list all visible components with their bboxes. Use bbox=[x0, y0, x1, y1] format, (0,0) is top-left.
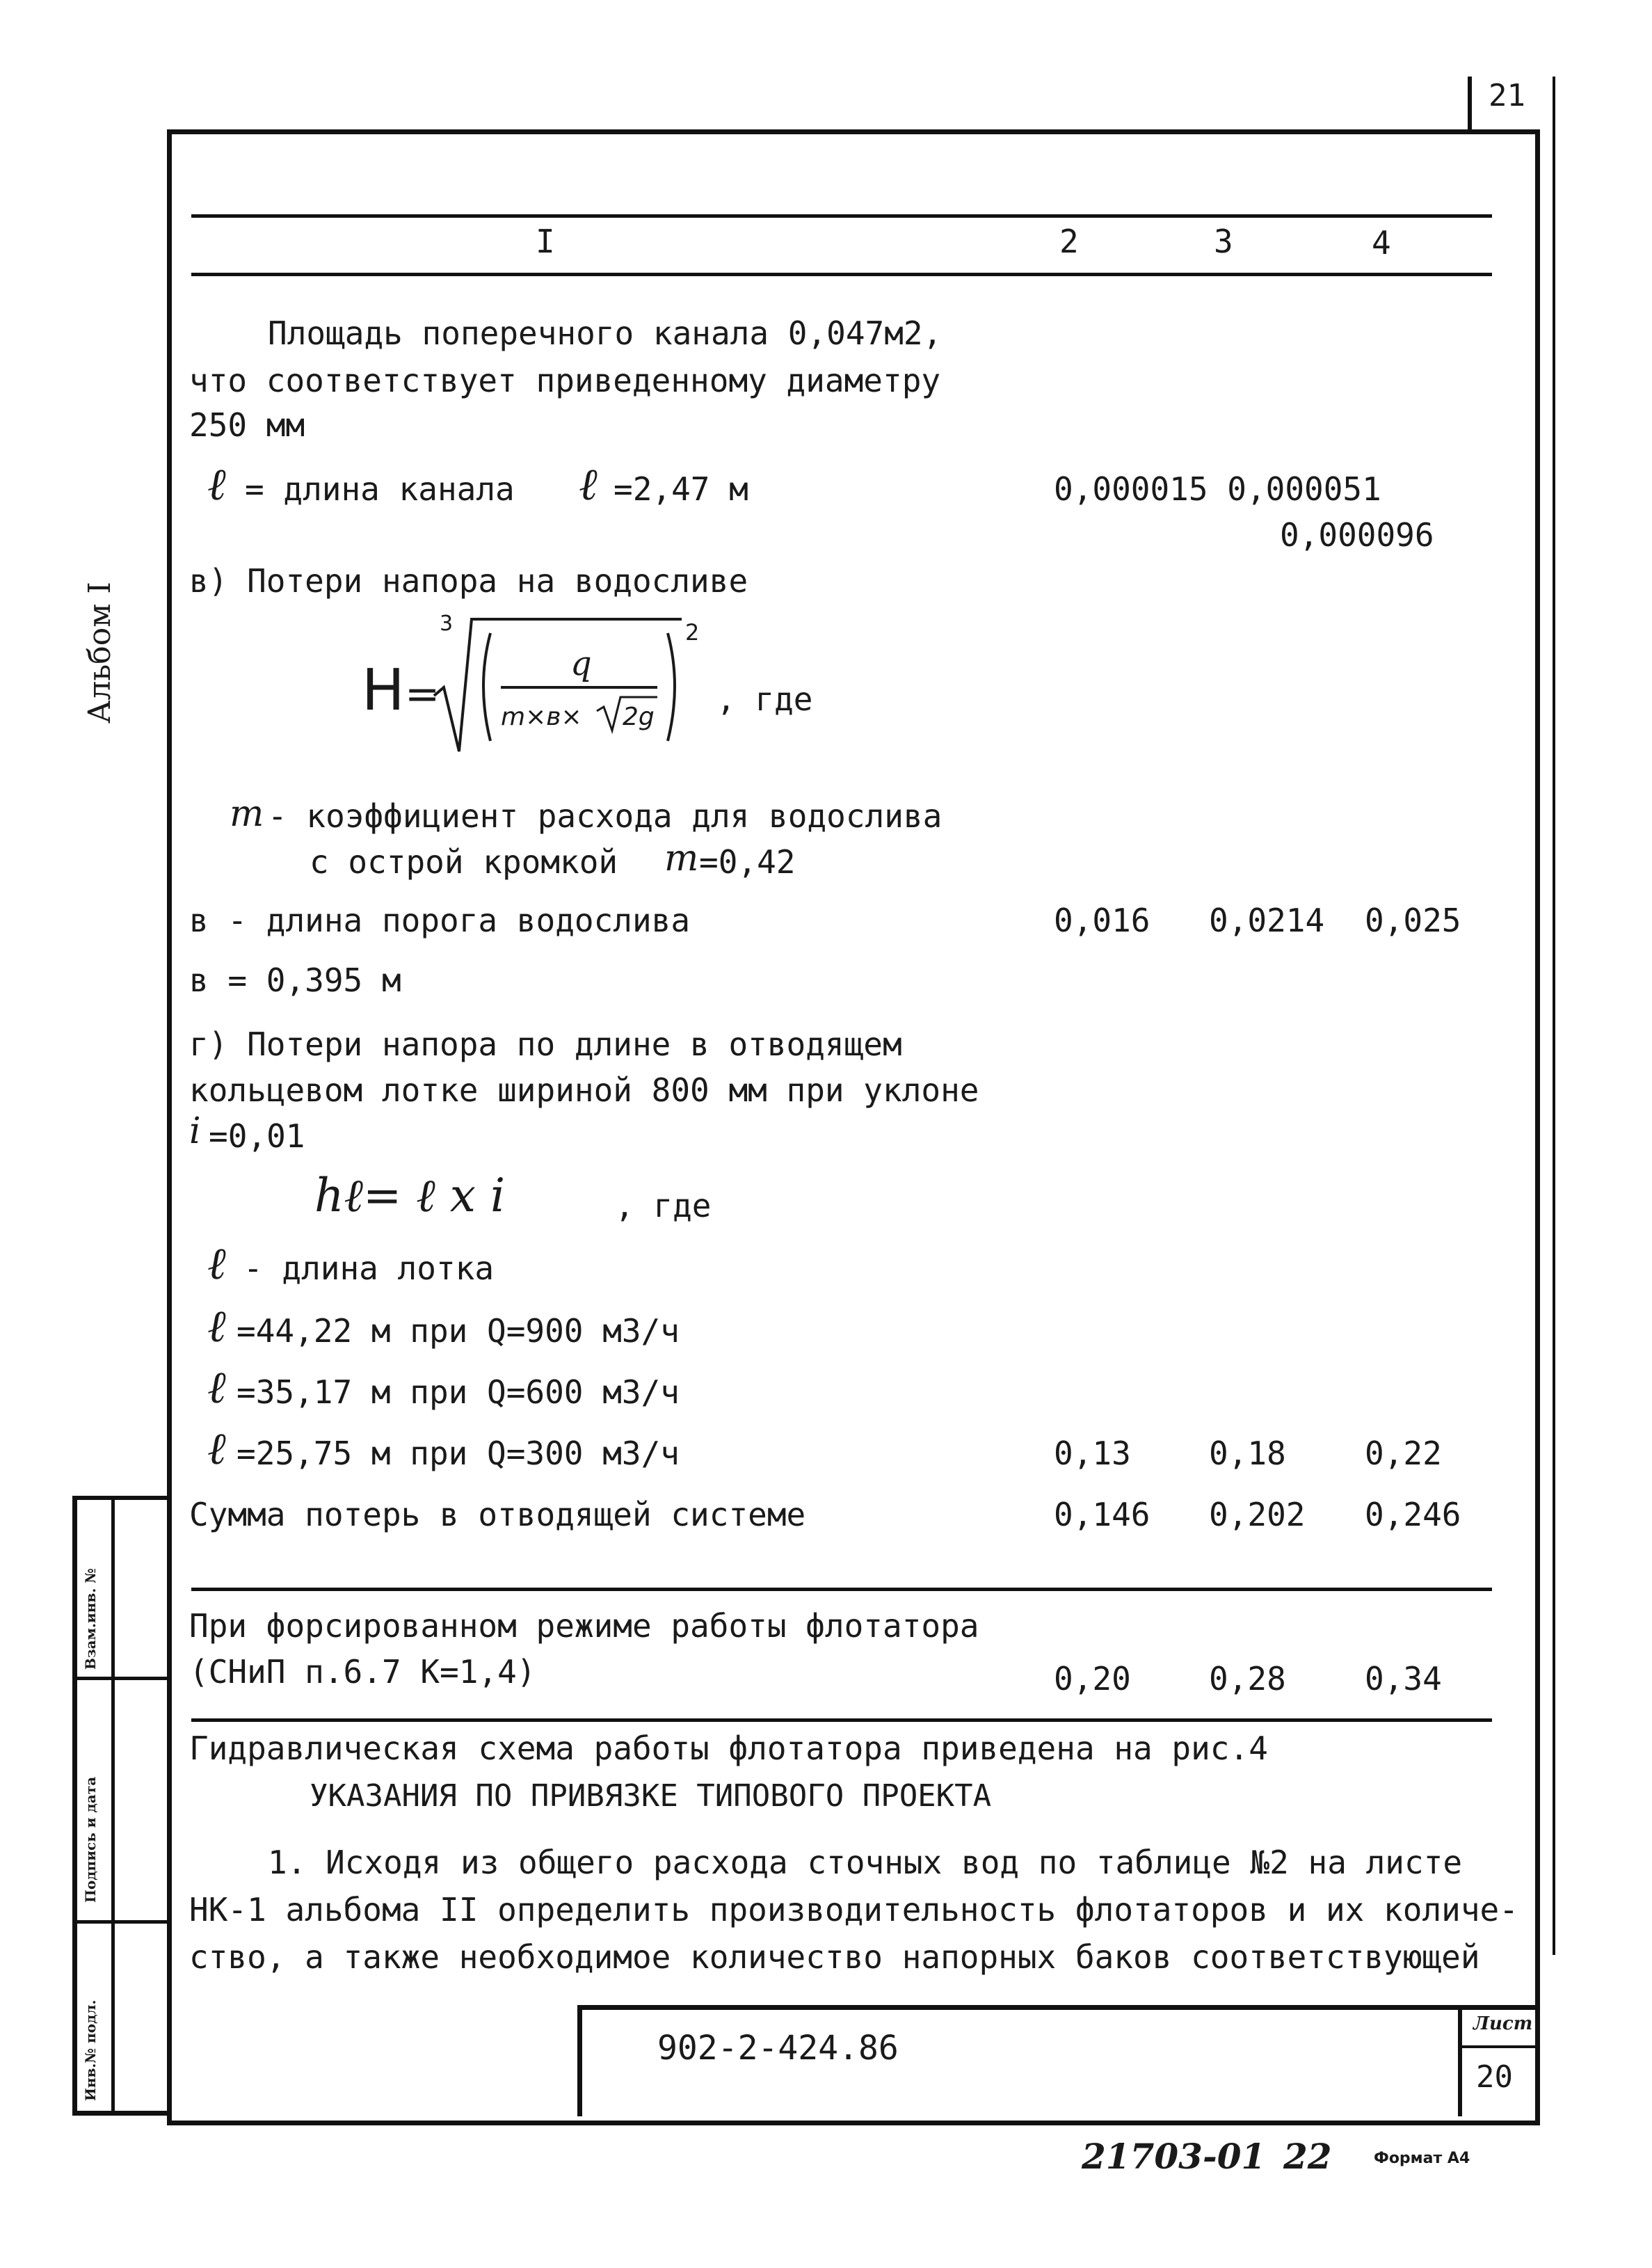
sill-c3: 0,0214 bbox=[1209, 902, 1325, 939]
tray-length-3: =25,75 м при Q=300 м3/ч bbox=[236, 1435, 680, 1472]
tray-line-3: =0,01 bbox=[209, 1117, 305, 1155]
binding-strip-div2 bbox=[72, 1920, 170, 1924]
page-number-divider bbox=[1468, 77, 1472, 134]
para-line-2: НК-1 альбома II определить производительность флотаторов и их количе- bbox=[189, 1891, 1518, 1928]
table-header-top-rule bbox=[191, 214, 1492, 218]
svg-text:=: = bbox=[405, 670, 440, 719]
sum-c4: 0,246 bbox=[1365, 1496, 1461, 1533]
forced-line-1: При форсированном режиме работы флотатора bbox=[189, 1607, 979, 1645]
tray-c3: 0,18 bbox=[1209, 1435, 1286, 1472]
script-l-symbol-6: ℓ bbox=[207, 1423, 226, 1475]
forced-line-2: (СНиП п.6.7 К=1,4) bbox=[189, 1653, 536, 1691]
tray-length-2: =35,17 м при Q=600 м3/ч bbox=[236, 1373, 680, 1411]
coef-line-1: - коэффициент расхода для водослива bbox=[268, 797, 943, 835]
svg-text:2g: 2g bbox=[623, 703, 655, 731]
binding-strip-mid bbox=[111, 1496, 115, 2116]
m-symbol-2: m bbox=[664, 838, 699, 879]
binding-strip-div1 bbox=[72, 1677, 170, 1680]
sill-c2: 0,016 bbox=[1054, 902, 1150, 939]
forced-c2: 0,20 bbox=[1054, 1660, 1131, 1698]
format-label: Формат А4 bbox=[1374, 2150, 1470, 2167]
binding-label-inventory: Инв.№ подл. bbox=[82, 1999, 99, 2101]
svg-text:3: 3 bbox=[440, 612, 454, 636]
binding-strip-top bbox=[72, 1496, 170, 1500]
svg-text:q: q bbox=[570, 644, 592, 683]
hl-formula: hℓ= ℓ x i bbox=[314, 1169, 506, 1222]
table-header-col3: 3 bbox=[1214, 223, 1233, 260]
archive-number: 21703-01 bbox=[1082, 2136, 1266, 2177]
script-l-symbol-5: ℓ bbox=[207, 1362, 226, 1414]
sill-label: в - длина порога водослива bbox=[189, 902, 691, 939]
sill-c4: 0,025 bbox=[1365, 902, 1461, 939]
script-l-symbol-2: ℓ bbox=[579, 459, 598, 511]
forced-rule bbox=[191, 1718, 1492, 1722]
page-number: 21 bbox=[1489, 78, 1525, 113]
forced-c4: 0,34 bbox=[1365, 1660, 1442, 1698]
project-code: 902-2-424.86 bbox=[657, 2029, 899, 2068]
m-symbol: m bbox=[230, 793, 264, 835]
tray-length-1: =44,22 м при Q=900 м3/ч bbox=[236, 1312, 680, 1350]
binding-label-replacement: Взам.инв. № bbox=[82, 1568, 99, 1670]
table-header-col4: 4 bbox=[1372, 224, 1391, 262]
formula-where: , где bbox=[716, 680, 813, 718]
tray-line-2: кольцевом лотке шириной 800 мм при уклоне bbox=[189, 1071, 979, 1109]
para-line-1: 1. Исходя из общего расхода сточных вод по таблице №2 на листе bbox=[268, 1844, 1463, 1881]
stamp-sheet-split bbox=[1458, 2045, 1535, 2048]
sum-c2: 0,146 bbox=[1054, 1496, 1150, 1533]
weir-title: в) Потери напора на водосливе bbox=[189, 562, 748, 600]
forced-c3: 0,28 bbox=[1209, 1660, 1286, 1698]
sum-rule bbox=[191, 1588, 1492, 1591]
channel-length-value: =2,47 м bbox=[614, 470, 748, 508]
script-l-symbol: ℓ bbox=[207, 459, 226, 511]
row1-value-c4: 0,000096 bbox=[1280, 516, 1434, 554]
sheet-label: Лист bbox=[1473, 2013, 1533, 2034]
table-header-col1: I bbox=[536, 223, 555, 260]
sum-label: Сумма потерь в отводящей системе bbox=[189, 1496, 806, 1533]
coef-line-2: с острой кромкой bbox=[310, 843, 618, 881]
page-number-divider-right bbox=[1553, 77, 1555, 1955]
stamp-sheet-rule bbox=[1458, 2005, 1462, 2116]
table-header-col2: 2 bbox=[1059, 223, 1079, 260]
section-heading: УКАЗАНИЯ ПО ПРИВЯЗКЕ ТИПОВОГО ПРОЕКТА bbox=[310, 1778, 992, 1814]
archive-sheet: 22 bbox=[1283, 2136, 1332, 2177]
row1-values-c2-c3: 0,000015 0,000051 bbox=[1054, 470, 1381, 508]
svg-text:H: H bbox=[362, 657, 405, 724]
channel-length-label: = длина канала bbox=[245, 470, 515, 508]
binding-strip-left bbox=[72, 1496, 77, 2116]
svg-text:2: 2 bbox=[685, 619, 700, 646]
tray-length-label: - длина лотка bbox=[243, 1249, 495, 1287]
tray-c2: 0,13 bbox=[1054, 1435, 1131, 1472]
coef-line-2-value: =0,42 bbox=[699, 843, 796, 881]
binding-label-signature: Подпись и дата bbox=[82, 1776, 99, 1903]
para-line-3: ство, а также необходимое количество напорных баков соответствующей bbox=[189, 1938, 1480, 1976]
sheet-number: 20 bbox=[1476, 2059, 1513, 2095]
scheme-note: Гидравлическая схема работы флотатора приведена на рис.4 bbox=[189, 1730, 1268, 1767]
stamp-left-rule bbox=[577, 2005, 582, 2116]
stamp-top-rule bbox=[577, 2005, 1535, 2010]
tray-c4: 0,22 bbox=[1365, 1435, 1442, 1472]
script-l-symbol-4: ℓ bbox=[207, 1301, 226, 1352]
area-line-1: Площадь поперечного канала 0,047м2, bbox=[268, 314, 943, 352]
album-label: Альбом I bbox=[82, 582, 118, 724]
svg-text:m×в×: m×в× bbox=[501, 703, 582, 731]
weir-formula bbox=[362, 605, 723, 772]
binding-strip-bottom bbox=[72, 2111, 170, 2116]
area-line-2: что соответствует приведенному диаметру bbox=[189, 362, 941, 399]
i-symbol: i bbox=[189, 1110, 201, 1152]
hl-formula-where: , где bbox=[615, 1187, 712, 1224]
sill-value: в = 0,395 м bbox=[189, 961, 401, 999]
area-line-3: 250 мм bbox=[189, 406, 305, 444]
tray-line-1: г) Потери напора по длине в отводящем bbox=[189, 1025, 902, 1063]
table-header-bottom-rule bbox=[191, 273, 1492, 276]
script-l-symbol-3: ℓ bbox=[207, 1238, 226, 1290]
drawing-frame bbox=[167, 129, 1540, 2125]
sum-c3: 0,202 bbox=[1209, 1496, 1306, 1533]
